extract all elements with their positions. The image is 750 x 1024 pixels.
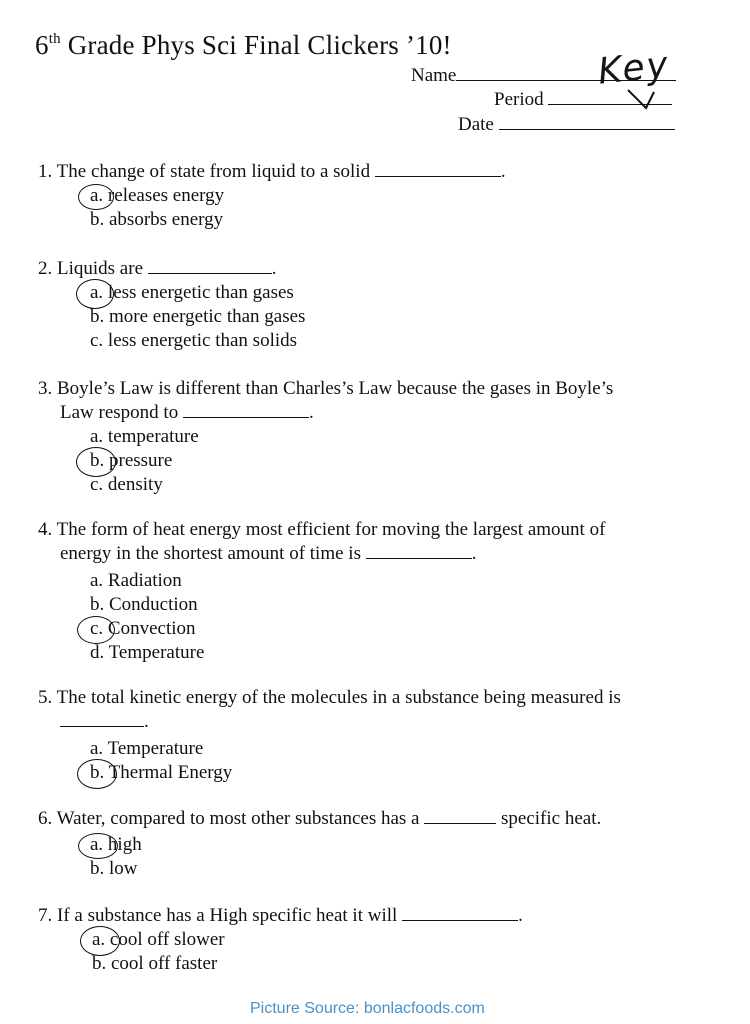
question-stem: Boyle’s Law is different than Charles’s Law because the gases in Boyle’s (57, 378, 614, 399)
answer-blank (60, 712, 144, 727)
title-text: Grade Phys Sci Final Clickers ’10! (60, 30, 452, 60)
stem-end: . (271, 258, 277, 279)
question-number: 1. (38, 161, 53, 182)
question-stem: The total kinetic energy of the molecules in a substance being measured is (56, 687, 621, 708)
name-handwritten-value: Key (596, 44, 672, 93)
title-superscript: th (48, 31, 61, 47)
question-stem-continued: Law respond to (60, 402, 179, 423)
question-stem: Liquids are (57, 258, 144, 279)
stem-end: . (518, 905, 523, 926)
question-number: 4. (38, 519, 53, 540)
option-2a: a. less energetic than gases (90, 282, 294, 303)
period-field (494, 88, 672, 111)
question-number: 2. (38, 258, 53, 279)
date-line (499, 113, 675, 130)
option-6a: a. high (90, 834, 142, 855)
answer-blank (402, 906, 518, 921)
question-number: 5. (38, 687, 53, 708)
option-3c: c. density (90, 474, 163, 495)
question-4: 4. The form of heat energy most efficient for moving the largest amount of energy in the shortest amount of time is . (38, 519, 606, 564)
question-stem-continued: energy in the shortest amount of time is (60, 543, 361, 564)
question-7 (38, 904, 523, 928)
answer-blank (148, 259, 272, 274)
date-field (458, 113, 675, 136)
date-label: Date (458, 114, 494, 135)
option-1b: b. absorbs energy (90, 209, 224, 230)
answer-blank (424, 809, 496, 824)
period-line (548, 88, 672, 105)
answer-blank (366, 544, 472, 559)
title-ordinal: 6 (35, 30, 49, 60)
question-stem: If a substance has a High specific heat it will (57, 905, 398, 926)
stem-end: . (500, 161, 506, 182)
page-title (35, 30, 452, 61)
question-stem: The form of heat energy most efficient for moving the largest amount of (56, 519, 606, 540)
question-number: 3. (38, 378, 53, 399)
question-number: 6. (38, 808, 53, 829)
question-1 (38, 160, 506, 184)
answer-blank (183, 403, 309, 418)
question-stem: Water, compared to most other substances has a (56, 808, 420, 829)
picture-source-caption: Picture Source: bonlacfoods.com (250, 1000, 485, 1017)
option-2c: c. less energetic than solids (90, 330, 298, 351)
option-3a: a. temperature (90, 426, 199, 447)
option-6b: b. low (90, 858, 138, 879)
question-6 (38, 807, 601, 831)
option-5a: a. Temperature (90, 738, 204, 759)
question-5: 5. The total kinetic energy of the molecules in a substance being measured is . (38, 687, 621, 732)
option-4c: c. Convection (90, 618, 196, 639)
answer-blank (375, 162, 501, 177)
question-2 (38, 257, 277, 281)
option-7b: b. cool off faster (92, 953, 218, 974)
question-3: 3. Boyle’s Law is different than Charles’s Law because the gases in Boyle’s Law respond to . (38, 378, 614, 423)
option-5b: b. Thermal Energy (90, 762, 233, 783)
question-number: 7. (38, 905, 53, 926)
stem-end: specific heat. (501, 808, 602, 829)
option-7a: a. cool off slower (92, 929, 225, 950)
question-stem: The change of state from liquid to a solid (56, 161, 371, 182)
option-4b: b. Conduction (90, 594, 198, 615)
name-label: Name (411, 65, 457, 86)
period-label: Period (494, 89, 544, 110)
option-4a: a. Radiation (90, 570, 182, 591)
option-2b: b. more energetic than gases (90, 306, 306, 327)
option-3b: b. pressure (90, 450, 173, 471)
option-1a: a. releases energy (90, 185, 225, 206)
option-4d: d. Temperature (90, 642, 205, 663)
